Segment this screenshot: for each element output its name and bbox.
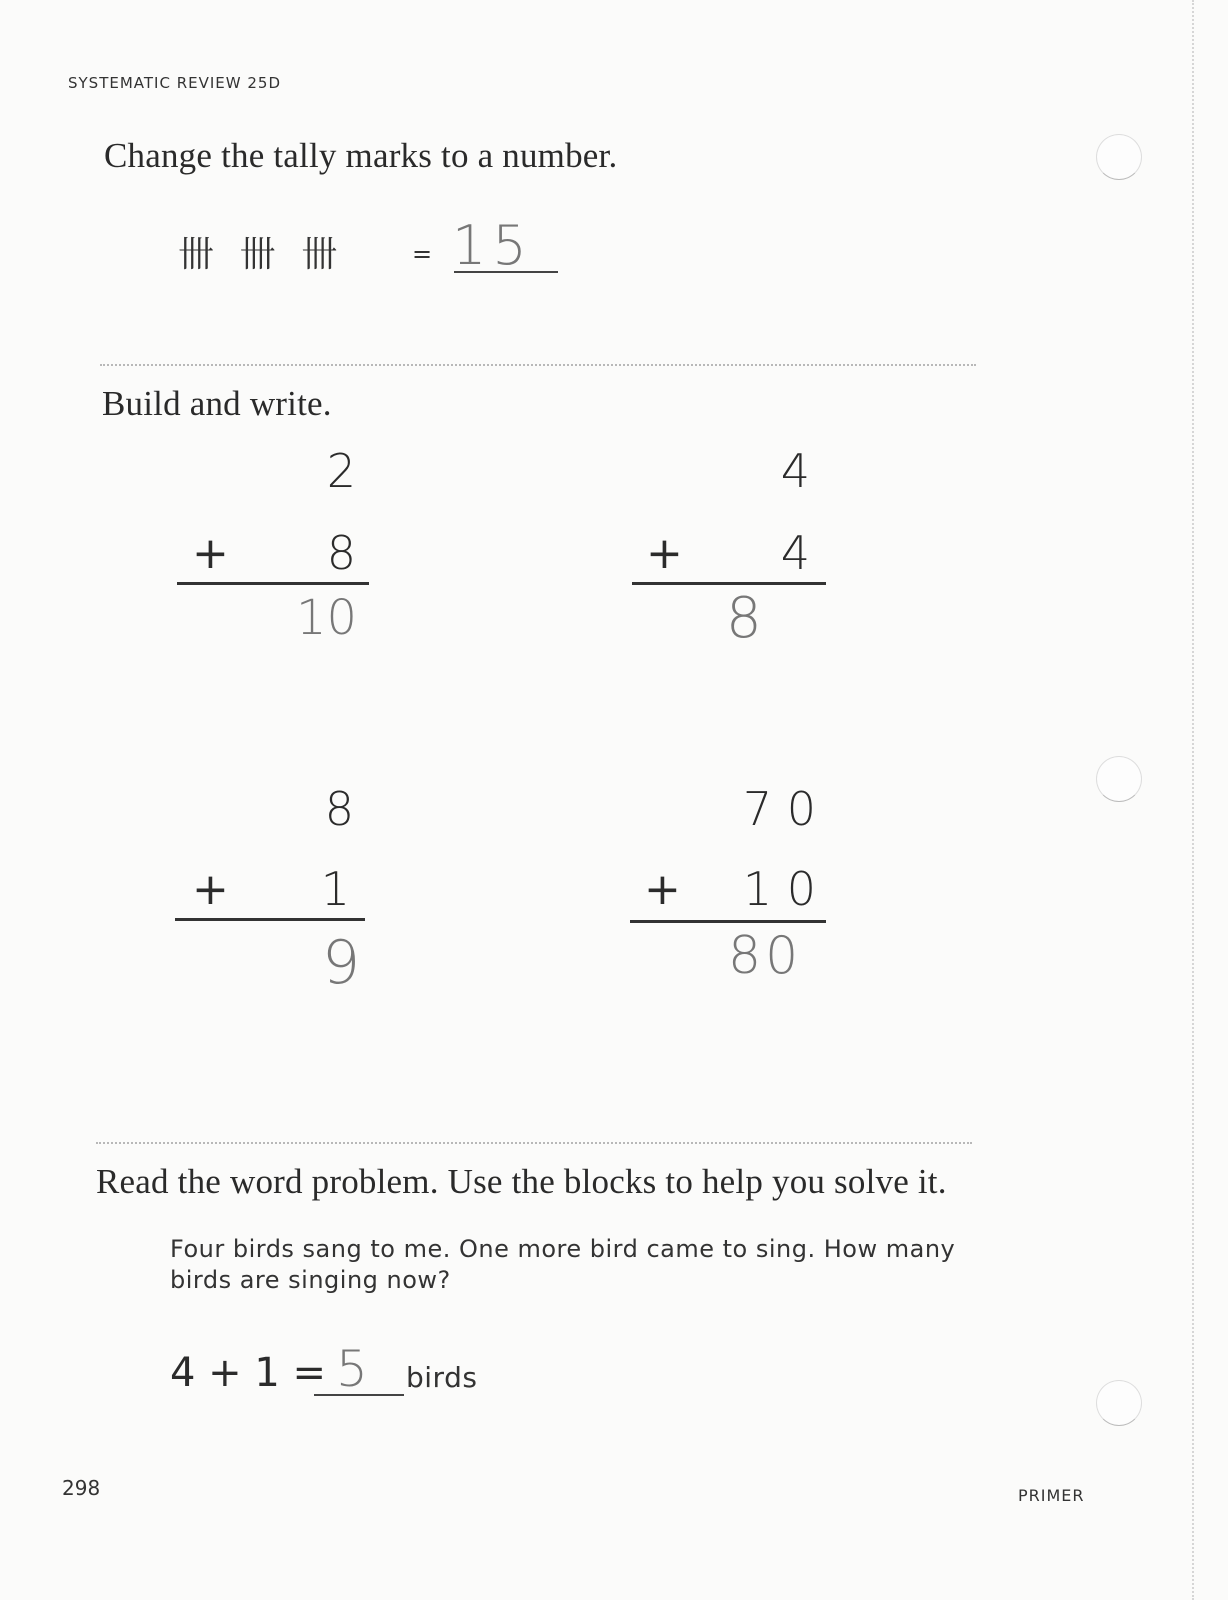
section-divider-1: [100, 364, 976, 366]
tally-marks: 卌 卌 卌: [178, 234, 340, 275]
problem-4-answer[interactable]: 80: [728, 926, 803, 986]
problem-2-top-number: 4: [780, 444, 810, 498]
page-number: 298: [62, 1476, 101, 1500]
perforated-edge: [1192, 0, 1194, 1600]
problem-2-bottom-number: 4: [780, 526, 810, 580]
problem-2-answer[interactable]: 8: [726, 586, 762, 651]
word-problem-answer[interactable]: 5: [336, 1340, 368, 1398]
problem-3-bottom-number: 1: [320, 862, 350, 916]
level-label: PRIMER: [1018, 1486, 1085, 1505]
binder-hole-middle: [1096, 756, 1142, 802]
tally-answer-line: [454, 271, 558, 273]
word-problem-unit: birds: [406, 1361, 478, 1394]
problem-2-plus-sign: +: [646, 528, 683, 579]
problem-1-sum-line: [177, 582, 369, 585]
tally-answer[interactable]: 15: [452, 214, 533, 277]
problem-4-sum-line: [630, 920, 826, 923]
problem-2-sum-line: [632, 582, 826, 585]
build-instruction: Build and write.: [102, 384, 332, 423]
problem-1-bottom-number: 8: [326, 526, 356, 580]
problem-1-answer[interactable]: 10: [296, 590, 358, 646]
problem-4-bottom-number: 1 0: [742, 862, 816, 916]
problem-4-top-number: 7 0: [742, 782, 816, 836]
word-problem-text: Four birds sang to me. One more bird came to sing. How many birds are singing now?: [170, 1235, 956, 1294]
equals-sign: =: [412, 240, 433, 268]
tally-instruction: Change the tally marks to a number.: [104, 136, 618, 175]
problem-1-top-number: 2: [326, 444, 356, 498]
problem-3-answer[interactable]: 9: [322, 928, 361, 998]
binder-hole-top: [1096, 134, 1142, 180]
problem-3-plus-sign: +: [192, 864, 229, 915]
problem-1-plus-sign: +: [192, 528, 229, 579]
problem-3-top-number: 8: [324, 782, 354, 836]
problem-3-sum-line: [175, 918, 365, 921]
section-divider-2: [96, 1142, 972, 1144]
word-problem-instruction: Read the word problem. Use the blocks to help you solve it.: [96, 1162, 947, 1201]
worksheet-title: SYSTEMATIC REVIEW 25D: [68, 74, 282, 92]
word-problem-equation: 4 + 1 =: [170, 1350, 327, 1396]
problem-4-plus-sign: +: [644, 864, 681, 915]
binder-hole-bottom: [1096, 1380, 1142, 1426]
